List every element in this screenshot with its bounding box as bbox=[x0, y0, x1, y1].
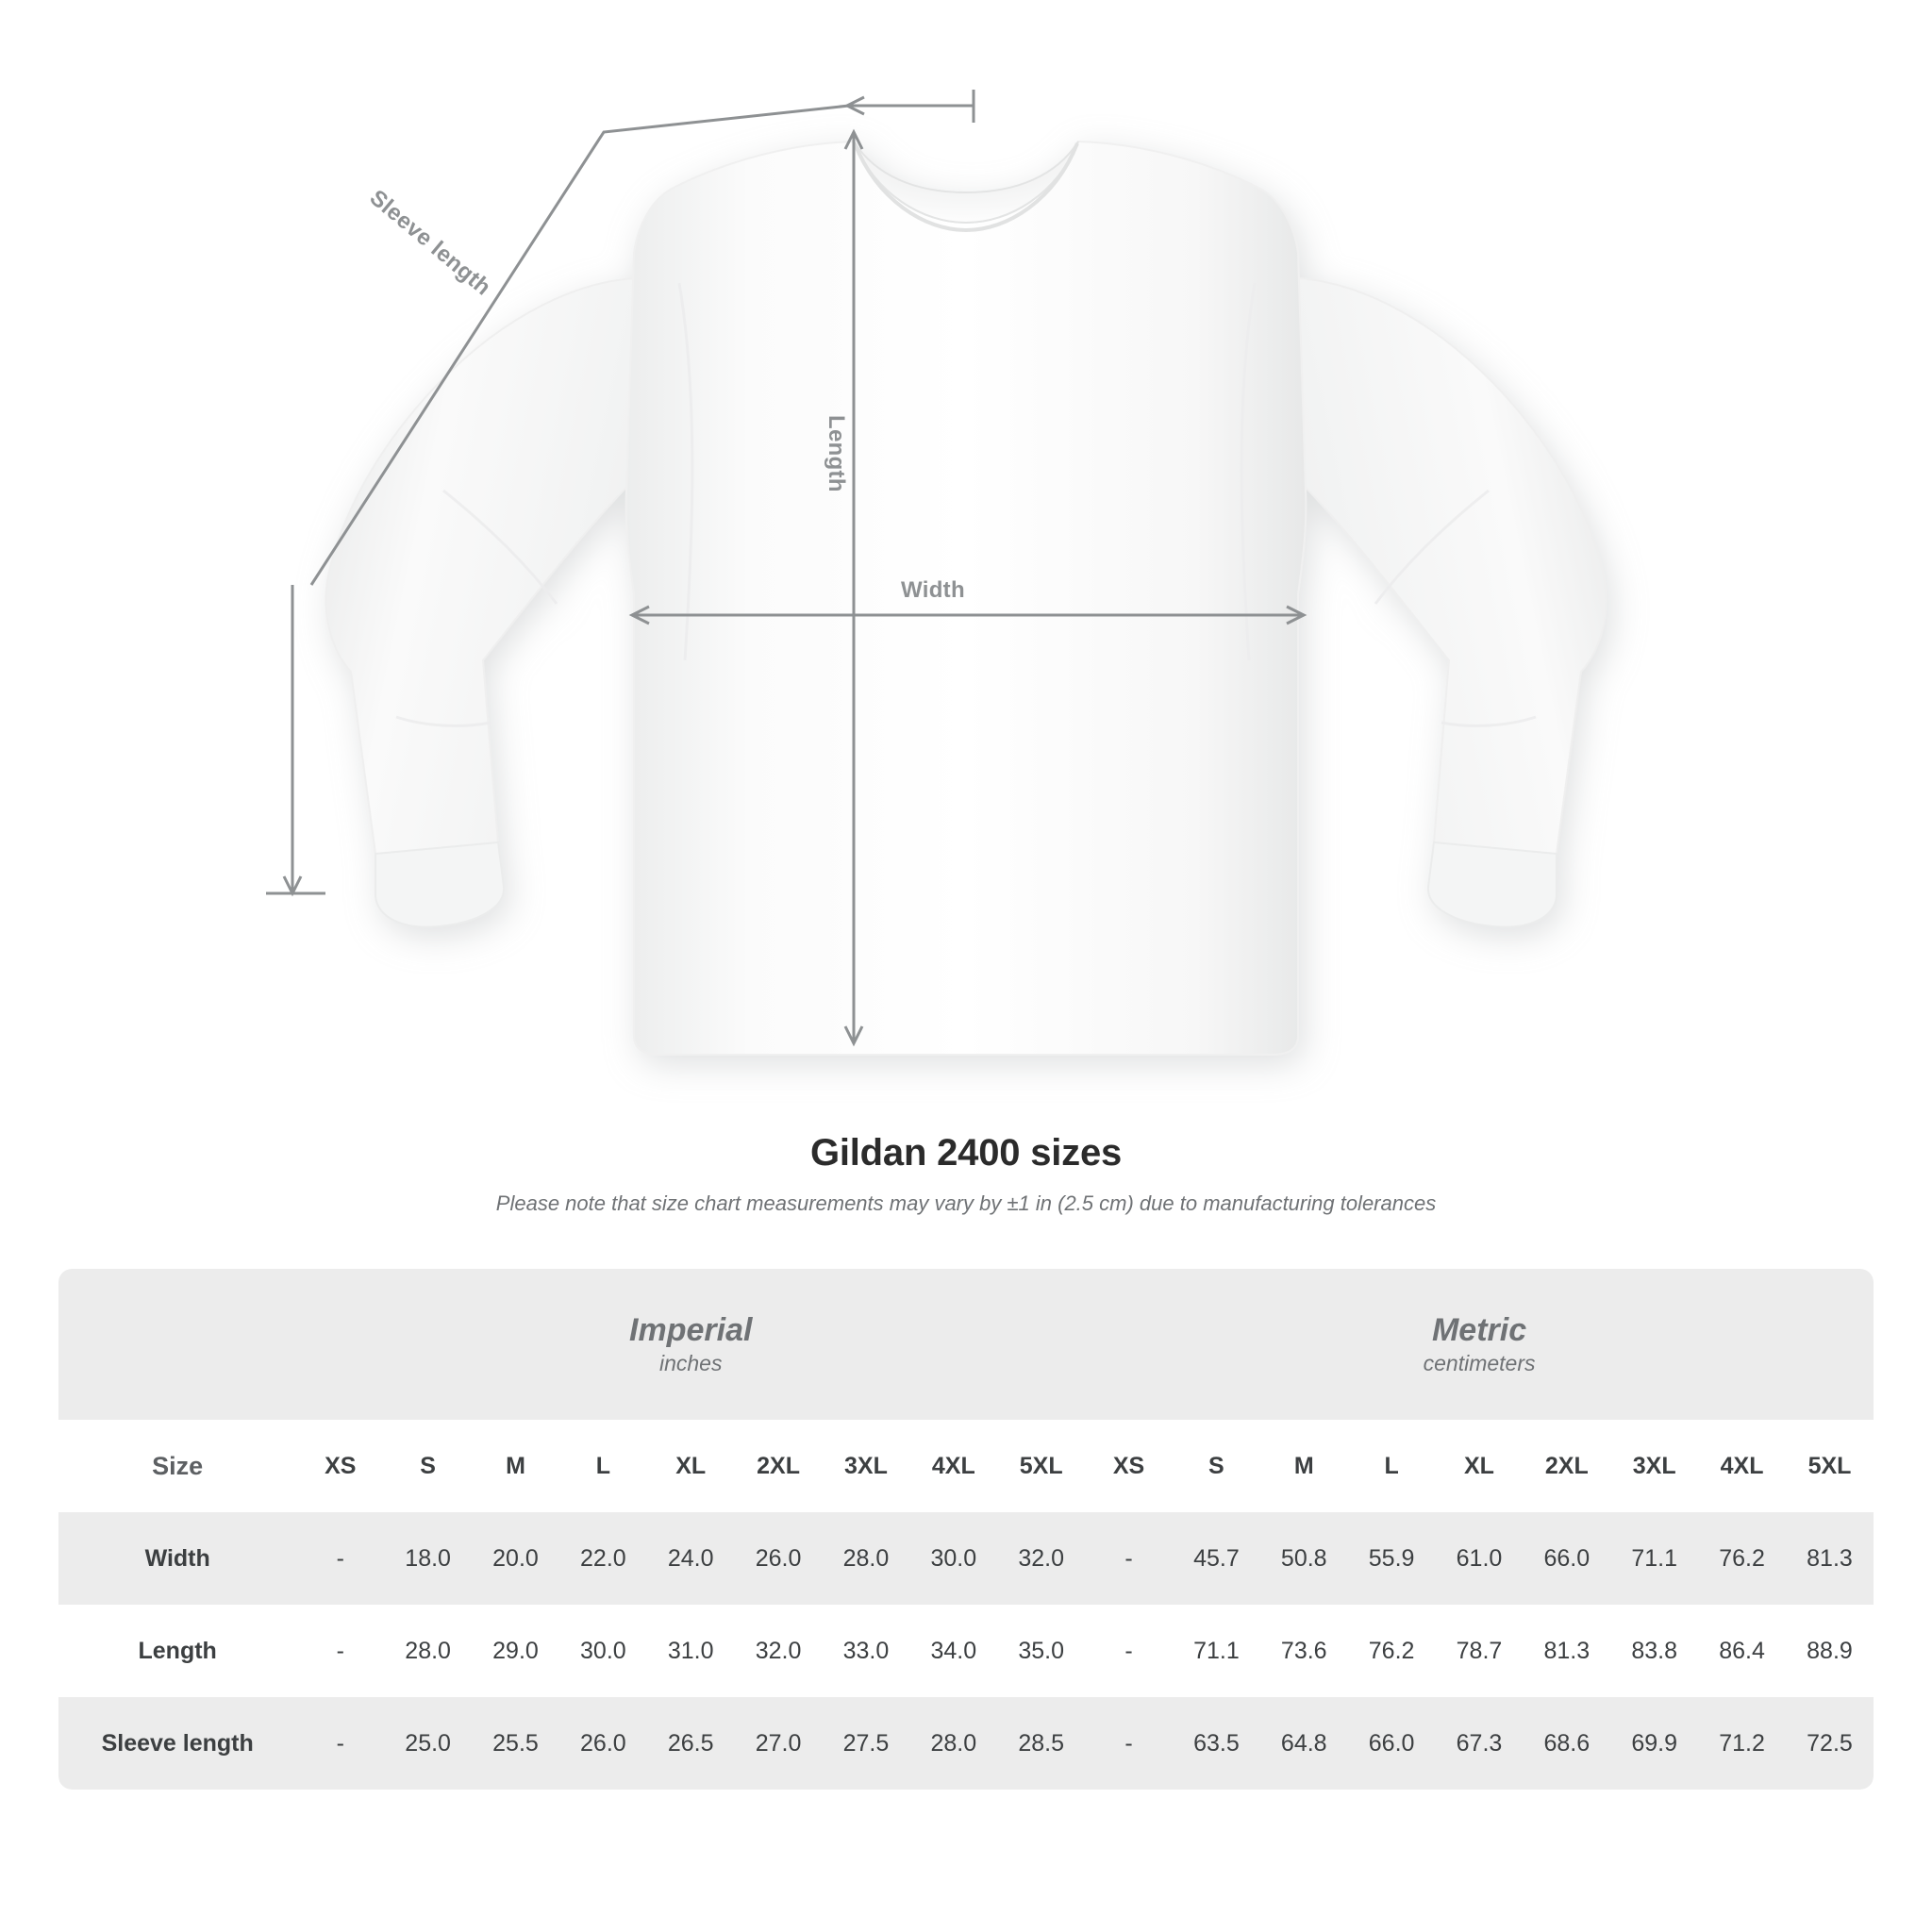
length-imperial-s: 28.0 bbox=[384, 1605, 472, 1697]
length-imperial-3xl: 33.0 bbox=[823, 1605, 910, 1697]
sleeve-metric-3xl: 69.9 bbox=[1610, 1697, 1698, 1790]
table-row bbox=[58, 1512, 1874, 1605]
size-header-imperial-xs: XS bbox=[296, 1420, 384, 1512]
width-imperial-4xl: 30.0 bbox=[909, 1512, 997, 1605]
sleeve-imperial-5xl: 28.5 bbox=[997, 1697, 1085, 1790]
length-metric-xs: - bbox=[1085, 1605, 1173, 1697]
size-header-label: Size bbox=[58, 1420, 296, 1512]
unit-metric-sub: centimeters bbox=[1423, 1351, 1536, 1376]
size-header-row bbox=[58, 1420, 1874, 1512]
sleeve-imperial-4xl: 28.0 bbox=[909, 1697, 997, 1790]
length-metric-xl: 78.7 bbox=[1436, 1605, 1524, 1697]
size-header-metric-m: M bbox=[1260, 1420, 1348, 1512]
width-metric-l: 55.9 bbox=[1348, 1512, 1436, 1605]
unit-imperial-name: Imperial bbox=[629, 1311, 753, 1348]
width-metric-m: 50.8 bbox=[1260, 1512, 1348, 1605]
length-imperial-l: 30.0 bbox=[559, 1605, 647, 1697]
width-imperial-m: 20.0 bbox=[472, 1512, 559, 1605]
unit-metric-name: Metric bbox=[1431, 1311, 1527, 1348]
sleeve-imperial-s: 25.0 bbox=[384, 1697, 472, 1790]
length-imperial-4xl: 34.0 bbox=[909, 1605, 997, 1697]
sleeve-metric-m: 64.8 bbox=[1260, 1697, 1348, 1790]
size-table-wrapper bbox=[58, 1269, 1874, 1790]
sleeve-metric-xl: 67.3 bbox=[1436, 1697, 1524, 1790]
width-imperial-xl: 24.0 bbox=[647, 1512, 735, 1605]
width-imperial-xs: - bbox=[296, 1512, 384, 1605]
length-metric-5xl: 88.9 bbox=[1786, 1605, 1874, 1697]
unit-metric-cell bbox=[1085, 1269, 1874, 1420]
size-header-metric-5xl: 5XL bbox=[1786, 1420, 1874, 1512]
size-header-imperial-m: M bbox=[472, 1420, 559, 1512]
size-header-imperial-s: S bbox=[384, 1420, 472, 1512]
page-title: Gildan 2400 sizes bbox=[809, 1132, 1123, 1174]
sleeve-imperial-xl: 26.5 bbox=[647, 1697, 735, 1790]
length-imperial-m: 29.0 bbox=[472, 1605, 559, 1697]
width-metric-5xl: 81.3 bbox=[1786, 1512, 1874, 1605]
table-row bbox=[58, 1697, 1874, 1790]
tolerance-note: Please note that size chart measurements may vary by ±1 in (2.5 cm) due to manufacturing tolerances bbox=[495, 1191, 1437, 1215]
width-imperial-5xl: 32.0 bbox=[997, 1512, 1085, 1605]
unit-imperial-cell bbox=[296, 1269, 1085, 1420]
size-header-metric-xl: XL bbox=[1436, 1420, 1524, 1512]
unit-banner-row bbox=[58, 1269, 1874, 1420]
size-header-imperial-l: L bbox=[559, 1420, 647, 1512]
length-metric-m: 73.6 bbox=[1260, 1605, 1348, 1697]
sleeve-metric-l: 66.0 bbox=[1348, 1697, 1436, 1790]
size-table bbox=[58, 1269, 1874, 1790]
sleeve-metric-2xl: 68.6 bbox=[1523, 1697, 1610, 1790]
width-metric-3xl: 71.1 bbox=[1610, 1512, 1698, 1605]
length-imperial-2xl: 32.0 bbox=[735, 1605, 823, 1697]
width-metric-2xl: 66.0 bbox=[1523, 1512, 1610, 1605]
width-imperial-2xl: 26.0 bbox=[735, 1512, 823, 1605]
length-imperial-5xl: 35.0 bbox=[997, 1605, 1085, 1697]
size-header-imperial-2xl: 2XL bbox=[735, 1420, 823, 1512]
sleeve-imperial-l: 26.0 bbox=[559, 1697, 647, 1790]
length-metric-4xl: 86.4 bbox=[1698, 1605, 1786, 1697]
unit-banner-spacer bbox=[58, 1269, 296, 1420]
unit-imperial-sub: inches bbox=[658, 1351, 723, 1376]
length-metric-s: 71.1 bbox=[1173, 1605, 1260, 1697]
table-row bbox=[58, 1605, 1874, 1697]
size-header-imperial-3xl: 3XL bbox=[823, 1420, 910, 1512]
sleeve-metric-5xl: 72.5 bbox=[1786, 1697, 1874, 1790]
size-header-metric-xs: XS bbox=[1085, 1420, 1173, 1512]
size-header-metric-l: L bbox=[1348, 1420, 1436, 1512]
size-header-metric-2xl: 2XL bbox=[1523, 1420, 1610, 1512]
sleeve-metric-s: 63.5 bbox=[1173, 1697, 1260, 1790]
length-metric-l: 76.2 bbox=[1348, 1605, 1436, 1697]
size-header-metric-4xl: 4XL bbox=[1698, 1420, 1786, 1512]
sleeve-imperial-m: 25.5 bbox=[472, 1697, 559, 1790]
sleeve-imperial-xs: - bbox=[296, 1697, 384, 1790]
length-imperial-xs: - bbox=[296, 1605, 384, 1697]
title-block bbox=[0, 1132, 1932, 1216]
length-metric-2xl: 81.3 bbox=[1523, 1605, 1610, 1697]
size-header-imperial-xl: XL bbox=[647, 1420, 735, 1512]
row-label-length: Length bbox=[58, 1605, 296, 1697]
width-imperial-s: 18.0 bbox=[384, 1512, 472, 1605]
sleeve-metric-xs: - bbox=[1085, 1697, 1173, 1790]
size-header-metric-s: S bbox=[1173, 1420, 1260, 1512]
size-header-imperial-4xl: 4XL bbox=[909, 1420, 997, 1512]
sleeve-metric-4xl: 71.2 bbox=[1698, 1697, 1786, 1790]
sleeve-imperial-2xl: 27.0 bbox=[735, 1697, 823, 1790]
width-metric-xs: - bbox=[1085, 1512, 1173, 1605]
size-header-imperial-5xl: 5XL bbox=[997, 1420, 1085, 1512]
width-imperial-3xl: 28.0 bbox=[823, 1512, 910, 1605]
row-label-sleeve-length: Sleeve length bbox=[58, 1697, 296, 1790]
length-imperial-xl: 31.0 bbox=[647, 1605, 735, 1697]
length-metric-3xl: 83.8 bbox=[1610, 1605, 1698, 1697]
width-metric-4xl: 76.2 bbox=[1698, 1512, 1786, 1605]
shirt-shape bbox=[325, 142, 1606, 1055]
width-metric-s: 45.7 bbox=[1173, 1512, 1260, 1605]
width-metric-xl: 61.0 bbox=[1436, 1512, 1524, 1605]
sleeve-imperial-3xl: 27.5 bbox=[823, 1697, 910, 1790]
width-imperial-l: 22.0 bbox=[559, 1512, 647, 1605]
width-dimension-label: Width bbox=[901, 577, 965, 603]
row-label-width: Width bbox=[58, 1512, 296, 1605]
size-header-metric-3xl: 3XL bbox=[1610, 1420, 1698, 1512]
sleeve-length-dimension-label: Sleeve length bbox=[364, 185, 496, 301]
length-dimension-label: Length bbox=[824, 415, 849, 492]
